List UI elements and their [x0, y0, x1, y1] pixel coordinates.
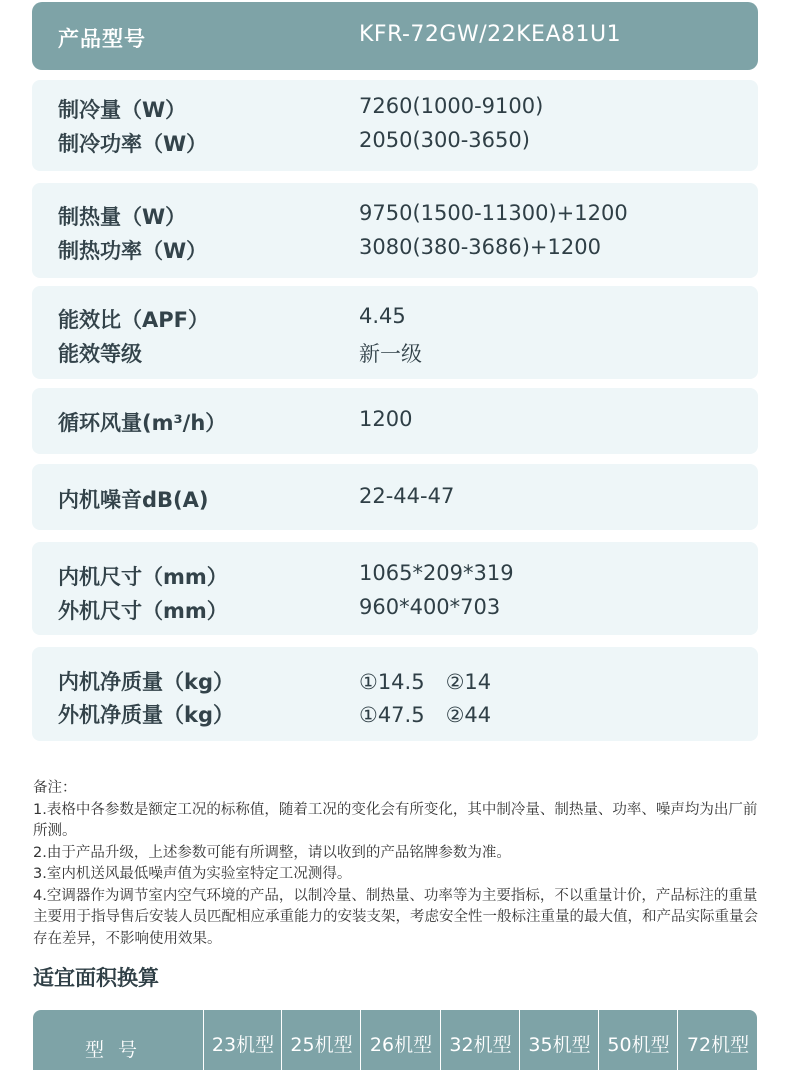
apf-value: 4.45 [359, 304, 406, 328]
table-header-cell: 35机型 [519, 1010, 599, 1070]
outdoor-size-value: 960*400*703 [359, 595, 501, 619]
apf-label: 能效比（APF） [58, 308, 209, 332]
outdoor-weight-row [32, 699, 758, 729]
area-section-title: 适宜面积换算 [33, 966, 159, 990]
heating-power-value: 3080(380-3686)+1200 [359, 235, 601, 259]
outdoor-weight-value: ①47.5 ②44 [359, 703, 492, 727]
cooling-power-row [32, 128, 758, 158]
indoor-weight-value: ①14.5 ②14 [359, 670, 492, 694]
airflow-value: 1200 [359, 407, 413, 431]
indoor-weight-label: 内机净质量（kg） [58, 670, 234, 694]
heating-block [32, 183, 758, 278]
cooling-capacity-value: 7260(1000-9100) [359, 94, 544, 118]
airflow-row [32, 407, 758, 437]
indoor-weight-row [32, 666, 758, 696]
efficiency-grade-row [32, 338, 758, 368]
heating-power-label: 制热功率（W） [58, 239, 208, 263]
heating-capacity-value: 9750(1500-11300)+1200 [359, 201, 628, 225]
table-header-model: 型号 [84, 1039, 151, 1061]
note-item: 3.室内机送风最低噪声值为实验室特定工况测得。 [33, 866, 352, 882]
airflow-label: 循环风量(m³/h） [58, 411, 227, 435]
indoor-size-value: 1065*209*319 [359, 561, 514, 585]
table-header-cell: 50机型 [598, 1010, 678, 1070]
apf-row [32, 304, 758, 334]
dimensions-block [32, 542, 758, 635]
indoor-size-label: 内机尺寸（mm） [58, 565, 228, 589]
cooling-power-value: 2050(300-3650) [359, 128, 530, 152]
cooling-power-label: 制冷功率（W） [58, 132, 208, 156]
heating-power-row [32, 235, 758, 265]
outdoor-weight-label: 外机净质量（kg） [58, 703, 234, 727]
area-table-header [33, 1010, 757, 1070]
table-header-cell: 32机型 [440, 1010, 520, 1070]
table-header-cell: 26机型 [360, 1010, 441, 1070]
weight-block [32, 647, 758, 741]
note-item: 1.表格中各参数是额定工况的标称值，随着工况的变化会有所变化，其中制冷量、制热量、功率、噪声均为出厂前所测。 [33, 801, 758, 839]
note-item: 2.由于产品升级，上述参数可能有所调整，请以收到的产品铭牌参数为准。 [33, 844, 511, 861]
noise-value: 22-44-47 [359, 484, 455, 508]
cooling-block [32, 80, 758, 171]
outdoor-size-label: 外机尺寸（mm） [58, 599, 228, 623]
noise-row [32, 484, 758, 514]
efficiency-grade-label: 能效等级 [58, 342, 142, 366]
note-item: 4.空调器作为调节室内空气环境的产品，以制冷量、制热量、功率等为主要指标，不以重量计价，产品标注的重量主要用于指导售后安装人员匹配相应承重能力的安装支架，考虑安全性一般标注重量的最大值，和产品实际重量会存在差异，不影响使用效果。 [33, 887, 758, 947]
noise-block [32, 464, 758, 530]
noise-label: 内机噪音dB(A) [58, 488, 209, 512]
cooling-capacity-row [32, 94, 758, 124]
efficiency-block [32, 286, 758, 379]
heating-capacity-label: 制热量（W） [58, 205, 187, 229]
model-value: KFR-72GW/22KEA81U1 [359, 22, 622, 47]
airflow-block [32, 388, 758, 454]
table-header-cell: 72机型 [677, 1010, 757, 1070]
indoor-size-row [32, 561, 758, 591]
efficiency-grade-value: 新一级 [359, 342, 422, 366]
cooling-capacity-label: 制冷量（W） [58, 98, 187, 122]
heating-capacity-row [32, 201, 758, 231]
notes-title: 备注： [33, 780, 77, 796]
table-header-cell: 25机型 [281, 1010, 361, 1070]
model-label: 产品型号 [58, 27, 146, 51]
model-header [32, 2, 758, 70]
outdoor-size-row [32, 595, 758, 625]
table-header-cell: 23机型 [203, 1010, 282, 1070]
notes [33, 778, 759, 950]
